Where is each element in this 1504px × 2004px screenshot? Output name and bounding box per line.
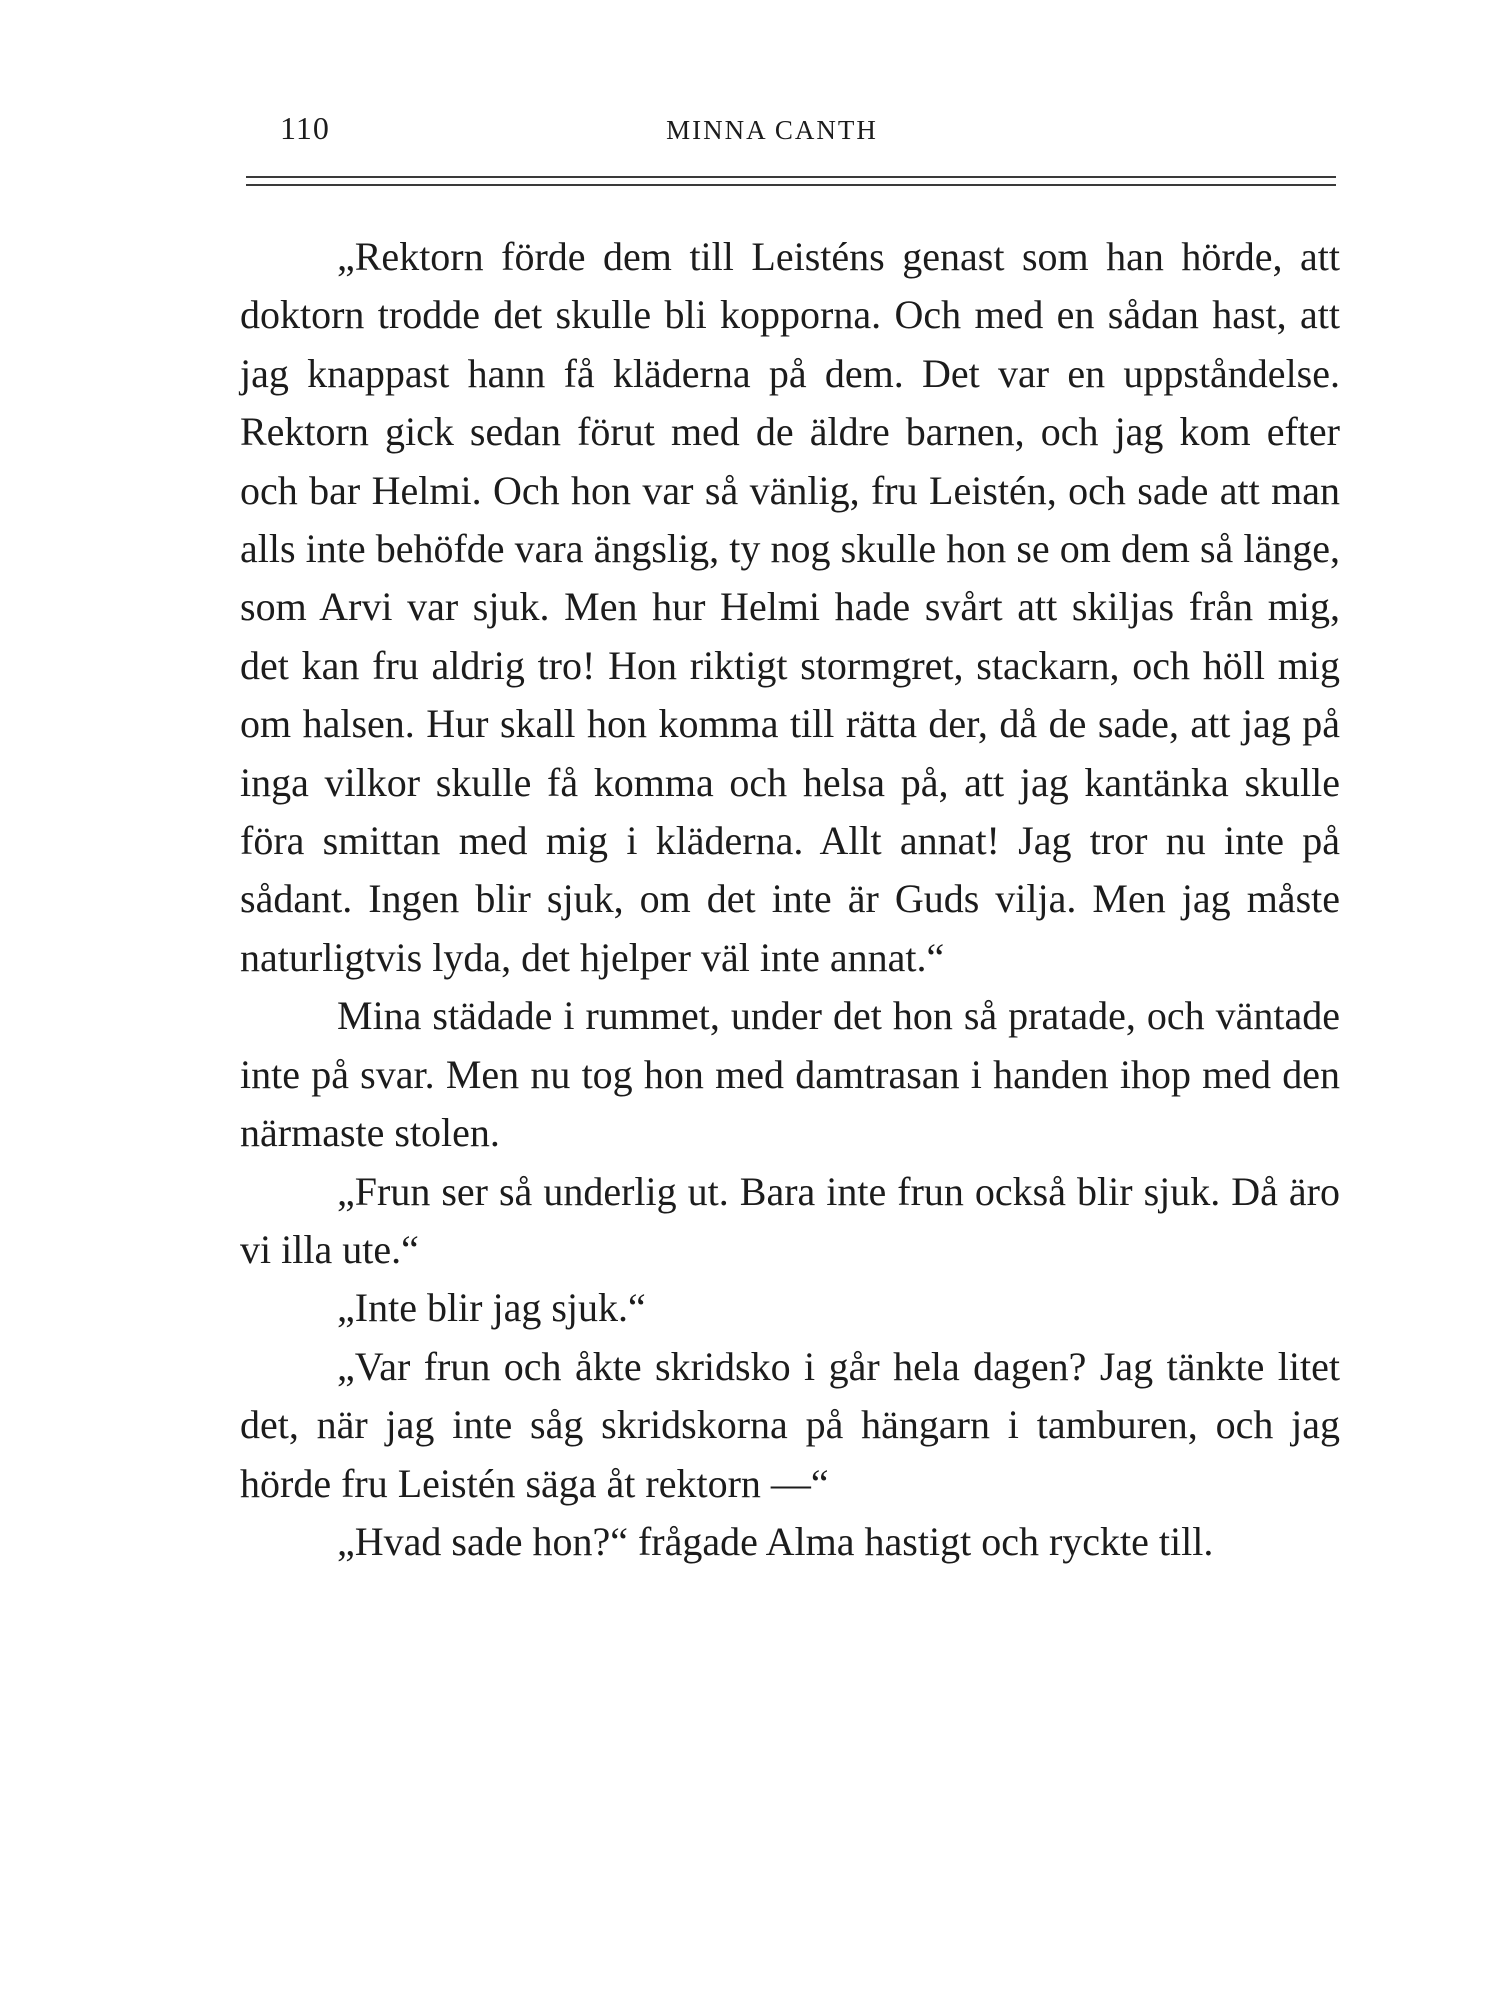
paragraph: Mina städade i rummet, under det hon så pratade, och väntade inte på svar. Men nu tog hon med damtrasan i handen ihop med den närmaste stolen. bbox=[240, 993, 1340, 1156]
paragraph: „Rektorn förde dem till Leisténs genast som han hörde, att doktorn trodde det skulle bli kopporna. Och med en sådan hast, att jag knappast hann få kläderna på dem. Det var en uppståndelse. Rektorn gick sedan förut med de äldre barnen, och jag kom efter och bar Helmi. Och hon var så vänlig, fru Leistén, och sade att man alls inte behöfde vara ängslig, ty nog skulle hon se om dem så länge, som Arvi var sjuk. Men hur Helmi hade svårt att skiljas från mig, det kan fru aldrig tro! Hon riktigt stormgret, stackarn, och höll mig om halsen. Hur skall hon komma till rätta der, då de sade, att jag på inga vilkor skulle få komma och helsa på, att jag kantänka skulle föra smittan med mig i kläderna. Allt annat! Jag tror nu inte på sådant. Ingen blir sjuk, om det inte är Guds vilja. Men jag måste naturligtvis lyda, det hjelper väl inte annat.“ bbox=[240, 234, 1340, 980]
paragraph: „Hvad sade hon?“ frågade Alma hastigt och ryckte till. bbox=[337, 1518, 1214, 1564]
page-number: 110 bbox=[280, 110, 330, 146]
paragraph: „Frun ser så underlig ut. Bara inte frun också blir sjuk. Då äro vi illa ute.“ bbox=[240, 1168, 1340, 1272]
paragraph: „Var frun och åkte skridsko i går hela dagen? Jag tänkte litet det, när jag inte såg skridskorna på hängarn i tamburen, och jag hörde fru Leistén säga åt rektorn —“ bbox=[240, 1343, 1340, 1506]
body-text bbox=[240, 228, 1340, 1571]
paragraph: „Inte blir jag sjuk.“ bbox=[337, 1285, 646, 1331]
header-double-rule bbox=[246, 176, 1336, 186]
running-title: MINNA CANTH bbox=[666, 115, 878, 145]
